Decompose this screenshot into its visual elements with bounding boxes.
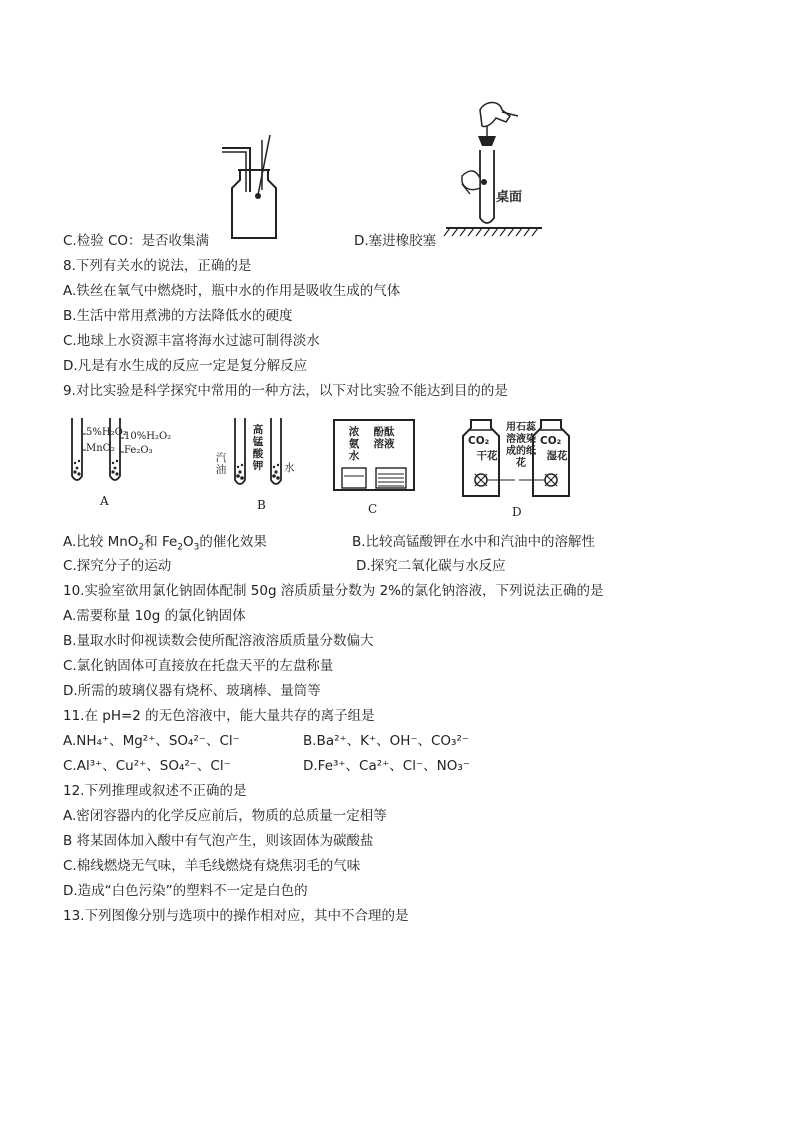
q7-option-d: D.塞进橡胶塞 — [354, 233, 437, 249]
fig-d-dry-label: 干花 — [476, 450, 498, 462]
q12-option-d: D.造成“白色污染”的塑料不一定是白色的 — [63, 883, 308, 899]
q11-option-a: A.NH₄⁺、Mg²⁺、SO₄²⁻、Cl⁻ — [63, 733, 240, 749]
gas-bottle-figure — [210, 130, 285, 245]
q10-stem: 10.实验室欲用氯化钠固体配制 50g 溶质质量分数为 2%的氯化钠溶液，下列说法正确的是 — [63, 583, 604, 599]
fig-a-label-2: MnO₂ — [86, 443, 115, 454]
fig-c-left-label: 浓氨水 — [348, 426, 360, 462]
q10-option-c: C.氯化钠固体可直接放在托盘天平的左盘称量 — [63, 658, 334, 674]
q11-stem: 11.在 pH=2 的无色溶液中，能大量共存的离子组是 — [63, 708, 375, 724]
fig-d-mid-label: 用石蕊溶液染成的纸花 — [506, 422, 536, 469]
test-tube-figure — [440, 98, 545, 240]
fig-b-mid-label: 高锰酸钾 — [252, 424, 264, 472]
fig-d-wet-label: 湿花 — [546, 450, 568, 462]
fig-a-letter: A — [100, 494, 109, 508]
fig-a-label-3: 10%H₂O₂ — [124, 431, 172, 442]
fig-d-letter: D — [512, 505, 522, 519]
q8-option-a: A.铁丝在氧气中燃烧时，瓶中水的作用是吸收生成的气体 — [63, 283, 401, 299]
q10-option-d: D.所需的玻璃仪器有烧杯、玻璃棒、量筒等 — [63, 683, 321, 699]
q11-option-c: C.Al³⁺、Cu²⁺、SO₄²⁻、Cl⁻ — [63, 758, 231, 774]
q9-stem: 9.对比实验是科学探究中常用的一种方法，以下对比实验不能达到目的的是 — [63, 383, 508, 399]
q8-option-c: C.地球上水资源丰富将海水过滤可制得淡水 — [63, 333, 320, 349]
fig-c-letter: C — [368, 502, 378, 516]
q12-stem: 12.下列推理或叙述不正确的是 — [63, 783, 247, 799]
q10-option-a: A.需要称量 10g 的氯化钠固体 — [63, 608, 246, 624]
q10-option-b: B.量取水时仰视读数会使所配溶液溶质质量分数偏大 — [63, 633, 374, 649]
fig-b-left-label: 汽油 — [215, 452, 227, 476]
fig-d-co2-left: CO₂ — [468, 435, 490, 447]
fig-b-right-label: 水 — [284, 462, 295, 474]
q12-option-c: C.棉线燃烧无气味，羊毛线燃烧有烧焦羽毛的气味 — [63, 858, 361, 874]
q11-option-b: B.Ba²⁺、K⁺、OH⁻、CO₃²⁻ — [303, 733, 470, 749]
fig-b-letter: B — [257, 498, 266, 512]
q13-stem: 13.下列图像分别与选项中的操作相对应，其中不合理的是 — [63, 908, 409, 924]
fig-c-right-label: 酚酞溶液 — [373, 426, 395, 450]
q7-option-c: C.检验 CO：是否收集满 — [63, 233, 210, 249]
fig-a-label-1: 5%H₂O₂ — [86, 427, 127, 438]
q12-option-b: B 将某固体加入酸中有气泡产生，则该固体为碳酸盐 — [63, 833, 374, 849]
q8-option-b: B.生活中常用煮沸的方法降低水的硬度 — [63, 308, 293, 324]
q11-option-d: D.Fe³⁺、Ca²⁺、Cl⁻、NO₃⁻ — [303, 758, 470, 774]
q9-option-b: B.比较高锰酸钾在水中和汽油中的溶解性 — [352, 534, 596, 550]
q12-option-a: A.密闭容器内的化学反应前后，物质的总质量一定相等 — [63, 808, 387, 824]
q9-option-d: D.探究二氧化碳与水反应 — [356, 558, 506, 574]
q8-stem: 8.下列有关水的说法，正确的是 — [63, 258, 252, 274]
q9-option-a: A.比较 MnO$_2$和 $Fe_2O_3$的催化效果 — [63, 534, 267, 553]
table-label: 桌面 — [496, 190, 523, 205]
q9-option-c: C.探究分子的运动 — [63, 558, 172, 574]
fig-d-co2-right: CO₂ — [540, 435, 562, 447]
q8-option-d: D.凡是有水生成的反应一定是复分解反应 — [63, 358, 308, 374]
fig-a-label-4: Fe₂O₃ — [124, 445, 153, 456]
